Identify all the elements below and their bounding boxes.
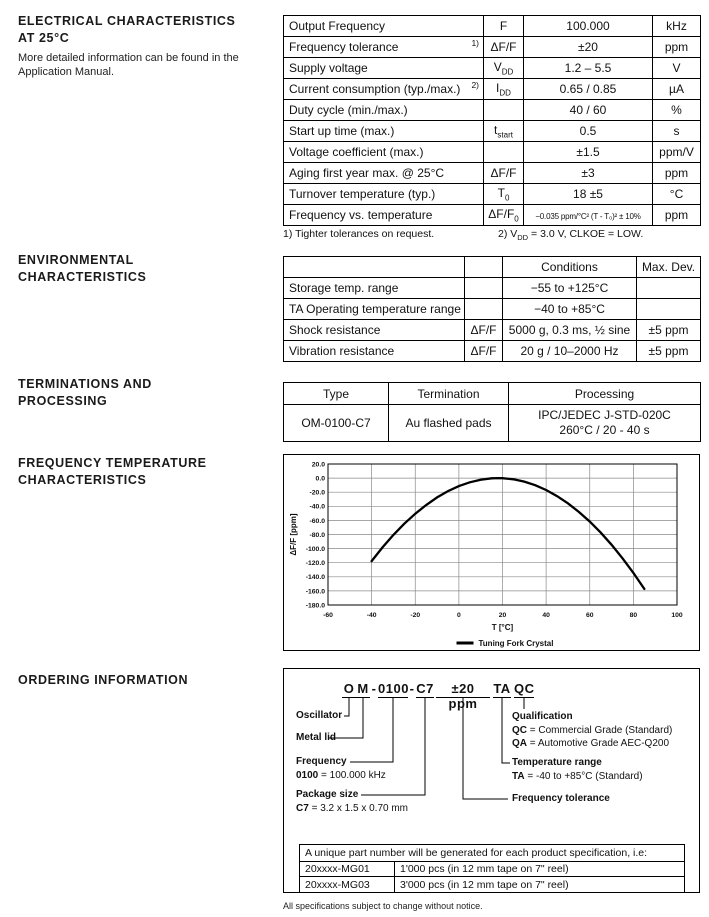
table-caption-row (300, 845, 685, 862)
x-tick-label: 20 (498, 612, 507, 619)
part-segment-oscillator: O (343, 681, 355, 696)
code-package-value: = 3.2 x 1.5 x 0.70 mm (311, 803, 409, 814)
code-qc-value: = Commercial Grade (Standard) (529, 725, 673, 736)
col-header-processing: Processing (574, 386, 635, 401)
value: 18 ±5 (573, 187, 603, 201)
code-qa-value: = Automotive Grade AEC-Q200 (529, 738, 670, 749)
param-label: Frequency vs. temperature (289, 208, 433, 222)
unit: ppm (664, 40, 689, 54)
processing-line: 260°C / 20 - 40 s (559, 423, 650, 437)
electrical-note (18, 51, 278, 79)
param-label: Turnover temperature (typ.) (289, 187, 436, 201)
unit: µA (669, 82, 684, 96)
heading-terminations (18, 376, 278, 410)
part-segment-metal-lid: M (357, 681, 369, 696)
col-header-termination: Termination (417, 386, 480, 401)
label-frequency: Frequency (296, 756, 347, 767)
footnote-2 (498, 228, 643, 242)
terminations-processing-table (283, 382, 701, 442)
param-label: Voltage coefficient (max.) (289, 145, 424, 159)
part-number: 20xxxx-MG01 (305, 863, 370, 875)
y-tick-label: -60.0 (309, 517, 325, 525)
table-row (284, 405, 701, 442)
x-tick-label: 100 (671, 612, 683, 619)
label-oscillator: Oscillator (296, 710, 343, 721)
param-label: Storage temp. range (289, 281, 399, 295)
quantity: 3'000 pcs (in 12 mm tape on 7" reel) (400, 878, 569, 891)
symbol: I (496, 80, 500, 95)
table-row (284, 163, 701, 184)
part-separator: - (371, 681, 377, 696)
heading-environmental (18, 252, 278, 286)
symbol: V (493, 59, 502, 74)
col-header-conditions: Conditions (541, 260, 598, 274)
unit: s (673, 124, 680, 138)
symbol-subscript: DD (499, 88, 511, 98)
code-ta: TA (512, 771, 525, 782)
environmental-characteristics-table (283, 256, 701, 362)
y-tick-label: -160.0 (305, 588, 325, 596)
value: ±1.5 (576, 145, 600, 159)
part-number: 20xxxx-MG03 (305, 878, 370, 891)
heading-electrical (18, 13, 278, 47)
footnote-marker: 1) (471, 38, 479, 48)
symbol-subscript: 0 (514, 214, 519, 224)
symbol-subscript: 0 (504, 193, 510, 203)
note-line: More detailed information can be found in the (18, 52, 239, 64)
part-separator: - (409, 681, 415, 696)
heading-line: ELECTRICAL CHARACTERISTICS (18, 14, 236, 28)
condition: −55 to +125°C (530, 281, 609, 295)
footnote-marker: 2) (471, 80, 479, 90)
value-qc (512, 725, 672, 736)
table-row (284, 142, 701, 163)
label-frequency-tolerance: Frequency tolerance (512, 793, 610, 804)
code-qa: QA (512, 738, 527, 749)
label-package-size: Package size (296, 789, 359, 800)
ordering-information-box (283, 668, 700, 893)
value: 1.2 – 5.5 (564, 61, 612, 75)
value-package-size (296, 803, 408, 814)
x-tick-label: 60 (585, 612, 594, 619)
page-footer: All specifications subject to change without notice. (283, 901, 483, 911)
heading-frequency-temperature (18, 455, 278, 489)
note-table-caption: A unique part number will be generated for each product specification, i.e: (305, 847, 648, 859)
value: 0.5 (579, 124, 597, 138)
table-row (284, 121, 701, 142)
symbol: F (499, 19, 508, 33)
table-row (284, 341, 701, 362)
heading-line: FREQUENCY TEMPERATURE (18, 456, 207, 470)
y-tick-label: -120.0 (305, 560, 325, 568)
col-header-maxdev: Max. Dev. (641, 260, 696, 274)
y-tick-label: -100.0 (305, 546, 325, 553)
y-tick-label: -80.0 (309, 531, 325, 539)
param-label: Frequency tolerance (289, 40, 399, 54)
y-axis-label: ΔF/F [ppm] (289, 513, 298, 556)
table-row (284, 299, 701, 320)
value: 100.000 (566, 19, 610, 33)
symbol-subscript: DD (501, 67, 514, 77)
heading-line: PROCESSING (18, 394, 108, 408)
y-tick-label: 20.0 (311, 461, 325, 469)
value: 40 / 60 (569, 103, 607, 117)
quantity: 1'000 pcs (in 12 mm tape on 7" reel) (400, 863, 569, 875)
col-header-type: Type (322, 386, 349, 401)
formula-value: −0.035 ppm/°C² (T - T₀)² ± 10% (535, 212, 641, 221)
table-row (300, 862, 685, 877)
tuning-fork-crystal-curve (372, 478, 645, 589)
symbol: ΔF/F (470, 323, 497, 337)
unit: V (672, 61, 681, 75)
symbol: ΔF/F (490, 166, 517, 180)
y-tick-label: -180.0 (305, 602, 325, 610)
param-label: Duty cycle (min./max.) (289, 103, 408, 117)
value: ±3 (581, 166, 595, 180)
y-tick-label: -40.0 (309, 503, 325, 511)
table-header-row (284, 257, 701, 278)
x-tick-label: 40 (542, 612, 550, 619)
footnote-2-sub: DD (517, 233, 529, 243)
max-deviation: ±5 ppm (648, 323, 689, 337)
footnote-1: 1) Tighter tolerances on request. (283, 228, 435, 240)
part-segment-temp-range: TA (493, 681, 511, 696)
heading-line: CHARACTERISTICS (18, 270, 147, 284)
y-tick-label: -140.0 (305, 574, 325, 582)
unit: ppm (664, 166, 689, 180)
table-row (284, 184, 701, 205)
unit: ppm (664, 208, 689, 222)
section-ordering-heading (18, 672, 278, 689)
symbol: ΔF/F (490, 40, 517, 54)
table-header-row (284, 383, 701, 405)
param-label: TA Operating temperature range (289, 302, 461, 316)
table-row (284, 205, 701, 226)
termination-value: Au flashed pads (405, 416, 492, 430)
param-label: Supply voltage (289, 61, 368, 75)
symbol: ΔF/F (470, 344, 497, 358)
footnote-2-text: 2) V (498, 228, 518, 240)
x-axis-label: T [°C] (491, 623, 514, 632)
x-tick-label: -40 (366, 612, 377, 619)
unit: % (671, 103, 682, 117)
heading-line: CHARACTERISTICS (18, 473, 147, 487)
section-environmental-heading (18, 252, 278, 286)
code-package: C7 (296, 803, 309, 814)
heading-line: ORDERING INFORMATION (18, 673, 189, 687)
symbol: T (497, 185, 505, 200)
table-row (284, 37, 701, 58)
table-row (300, 877, 685, 893)
x-tick-label: -60 (323, 612, 333, 619)
x-tick-label: 0 (456, 612, 461, 619)
legend-label: Tuning Fork Crystal (478, 639, 554, 648)
table-row (284, 320, 701, 341)
heading-ordering (18, 672, 278, 689)
table-row (284, 100, 701, 121)
code-ta-value: = -40 to +85°C (Standard) (527, 771, 643, 782)
part-segment-frequency: 0100 (378, 681, 409, 696)
symbol: t (494, 122, 498, 137)
y-tick-label: 0.0 (315, 475, 325, 483)
table-row (284, 58, 701, 79)
condition: −40 to +85°C (534, 302, 605, 316)
value-qa (512, 738, 669, 749)
code-frequency-value: = 100.000 kHz (321, 770, 386, 781)
param-label: Output Frequency (289, 19, 386, 33)
x-tick-label: -20 (410, 612, 421, 619)
chart-canvas (284, 455, 699, 650)
condition: 5000 g, 0.3 ms, ½ sine (508, 323, 631, 337)
param-label: Shock resistance (289, 323, 381, 337)
part-segment-qualification: QC (514, 681, 535, 696)
part-segment-tolerance: ±20 ppm (436, 681, 490, 698)
symbol: ΔF/F (488, 206, 515, 221)
value: ±20 (578, 40, 598, 54)
label-metal-lid: Metal lid (296, 732, 337, 743)
heading-line: ENVIRONMENTAL (18, 253, 134, 267)
x-tick-label: 80 (629, 612, 638, 619)
value: 0.65 / 0.85 (559, 82, 617, 96)
value-frequency (296, 770, 386, 781)
heading-line: AT 25°C (18, 31, 70, 45)
unit: kHz (666, 19, 687, 33)
param-label: Start up time (max.) (289, 124, 395, 138)
label-temperature-range: Temperature range (512, 757, 602, 768)
condition: 20 g / 10–2000 Hz (520, 344, 619, 358)
param-label: Aging first year max. @ 25°C (289, 166, 445, 180)
electrical-footnotes (283, 228, 700, 243)
heading-line: TERMINATIONS AND (18, 377, 152, 391)
footnote-2-text: = 3.0 V, CLKOE = LOW. (528, 228, 644, 240)
note-line: Application Manual. (18, 66, 115, 78)
value-ta (512, 771, 643, 782)
table-row (284, 16, 701, 37)
type-value: OM-0100-C7 (301, 416, 371, 430)
symbol-subscript: start (497, 130, 513, 140)
param-label: Current consumption (typ./max.) (289, 82, 461, 96)
part-segment-package: C7 (416, 681, 434, 696)
label-qualification: Qualification (512, 711, 573, 722)
param-label: Vibration resistance (289, 344, 395, 358)
section-freq-temp-heading (18, 455, 278, 489)
processing-line: IPC/JEDEC J-STD-020C (538, 408, 671, 422)
section-terminations-heading (18, 376, 278, 410)
code-frequency: 0100 (296, 770, 319, 781)
electrical-characteristics-table (283, 15, 701, 226)
frequency-temperature-chart (283, 454, 700, 651)
unit: °C (669, 187, 684, 201)
code-qc: QC (512, 725, 527, 736)
y-tick-label: -20.0 (309, 489, 325, 497)
unit: ppm/V (659, 145, 694, 159)
section-electrical-heading (18, 13, 278, 79)
table-row (284, 278, 701, 299)
max-deviation: ±5 ppm (648, 344, 689, 358)
unique-part-number-table (299, 844, 685, 893)
table-row (284, 79, 701, 100)
